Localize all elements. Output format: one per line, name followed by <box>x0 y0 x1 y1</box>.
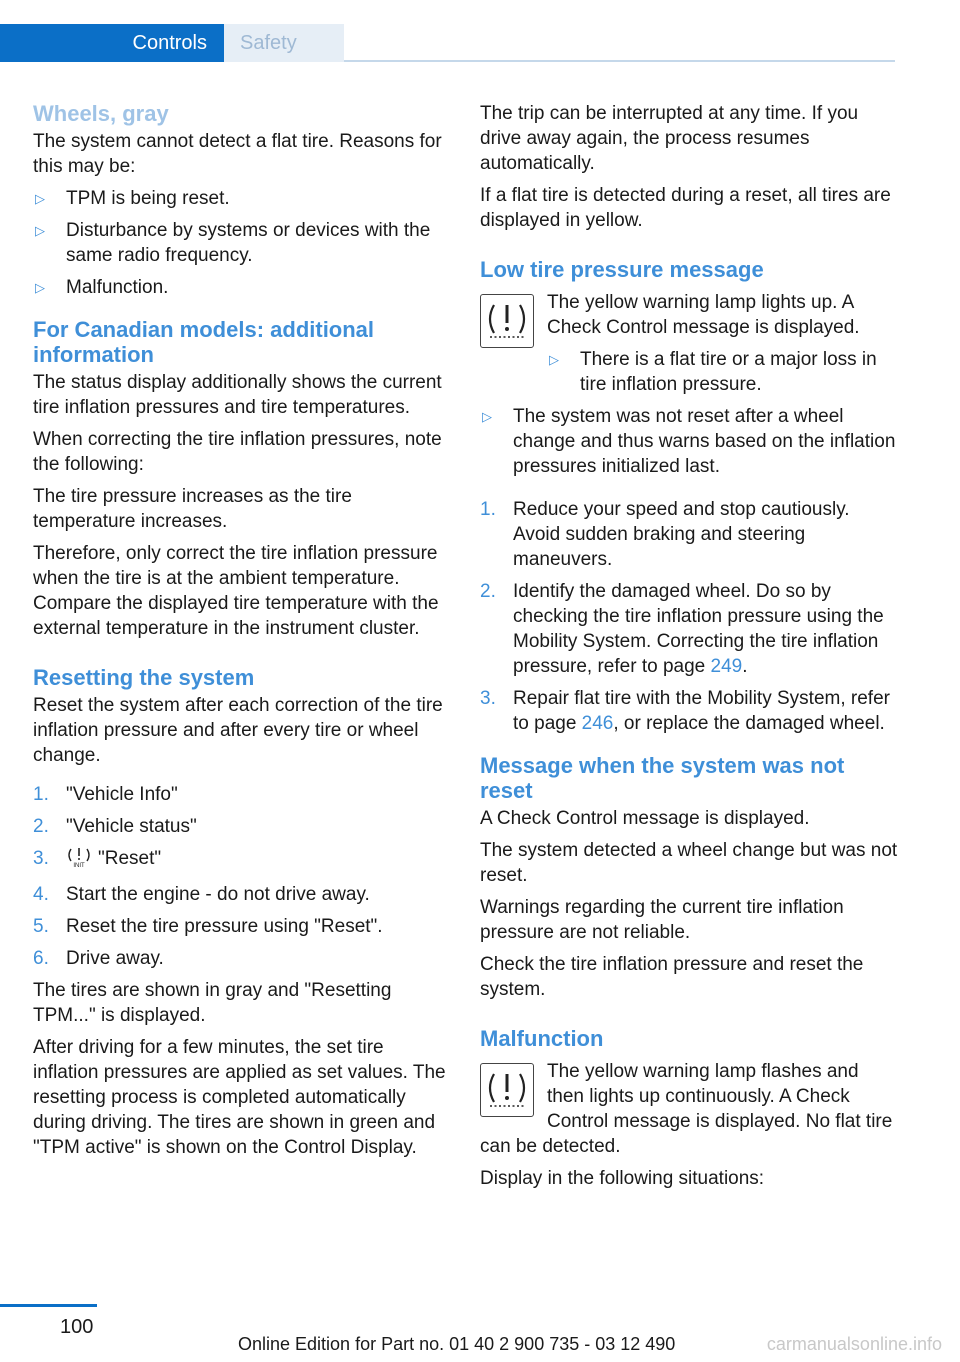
flat-during-reset-text: If a flat tire is detected during a reset, all tires are displayed in yellow. <box>480 185 891 231</box>
tab-controls[interactable]: Controls <box>0 24 224 62</box>
list-item <box>33 275 451 300</box>
page-link-249[interactable]: 249 <box>710 656 743 677</box>
step-text-end: . <box>742 656 748 677</box>
header-bar <box>0 24 895 62</box>
list-item-text: Malfunction. <box>66 277 169 298</box>
step-text: "Vehicle Info" <box>66 784 178 805</box>
step-number: 2. <box>480 581 496 602</box>
triangle-right-icon: ▷ <box>35 191 45 206</box>
list-item-text: Disturbance by systems or devices with the same radio frequency. <box>66 220 431 266</box>
heading-system-not-reset: Message when the system was not reset <box>480 753 845 803</box>
wheels-gray-intro: The system cannot detect a flat tire. Reasons for this may be: <box>33 131 442 177</box>
step-number: 4. <box>33 884 49 905</box>
triangle-right-icon: ▷ <box>35 280 45 295</box>
step-text: Drive away. <box>66 948 164 969</box>
list-item <box>33 846 451 875</box>
page-link-246[interactable]: 246 <box>581 713 614 734</box>
low-pressure-lamp-text: The yellow warning lamp lights up. A Check Control message is displayed. <box>547 292 860 338</box>
heading-low-tire-pressure: Low tire pressure message <box>480 257 764 282</box>
right-column <box>480 101 898 1198</box>
tab-safety[interactable]: Safety <box>224 24 344 62</box>
footer-rule <box>0 1304 97 1307</box>
triangle-right-icon: ▷ <box>482 409 492 424</box>
heading-canadian-models: For Canadian models: additional information <box>33 317 375 367</box>
step-text: Identify the damaged wheel. Do so by checking the tire inflation pressure using the Mobility System. Correcting the tire inflation pressure, refer to page <box>513 581 884 677</box>
step-text: Repair flat tire with the Mobility System, refer to page <box>513 688 890 734</box>
triangle-right-icon: ▷ <box>549 352 559 367</box>
canadian-p1: The status display additionally shows the current tire inflation pressures and tire temperatures. <box>33 372 442 418</box>
low-pressure-sub-bullets <box>547 347 898 397</box>
not-reset-p1: A Check Control message is displayed. <box>480 808 810 829</box>
step-text: Start the engine - do not drive away. <box>66 884 370 905</box>
not-reset-p3: Warnings regarding the current tire inflation pressure are not reliable. <box>480 897 844 943</box>
watermark: carmanualsonline.info <box>766 1334 942 1354</box>
canadian-p2: When correcting the tire inflation pressures, note the following: <box>33 429 442 475</box>
list-item-text: The system was not reset after a wheel change and thus warns based on the inflation pressures initialized last. <box>513 406 896 477</box>
step-number: 3. <box>480 688 496 709</box>
malfunction-lamp-text: The yellow warning lamp flashes and then lights up continuously. A Check Control message is displayed. No flat tire can be detected. <box>480 1061 893 1157</box>
header-rule <box>344 60 895 62</box>
step-number: 5. <box>33 916 49 937</box>
malfunction-p1: Display in the following situations: <box>480 1168 765 1189</box>
low-pressure-steps <box>480 497 898 736</box>
list-item <box>33 782 451 807</box>
list-item <box>33 914 451 939</box>
tire-pressure-warning-icon <box>480 1063 534 1117</box>
triangle-right-icon: ▷ <box>35 223 45 238</box>
resetting-steps <box>33 782 451 971</box>
step-number: 1. <box>33 784 49 805</box>
heading-malfunction: Malfunction <box>480 1026 604 1051</box>
step-number: 3. <box>33 848 49 869</box>
low-pressure-bullets <box>480 404 898 479</box>
resetting-p1: The tires are shown in gray and "Resetting TPM..." is displayed. <box>33 980 392 1026</box>
tire-pressure-warning-icon <box>480 294 534 348</box>
step-number: 6. <box>33 948 49 969</box>
step-text: Reduce your speed and stop cautiously. Avoid sudden braking and steering maneuvers. <box>513 499 850 570</box>
resetting-p2: After driving for a few minutes, the set tire inflation pressures are applied as set values. The resetting process is completed automatically during driving. The tires are shown in green and "TPM active" is shown on the Control Display. <box>33 1037 446 1158</box>
wheels-gray-reasons <box>33 186 451 300</box>
svg-text:INIT: INIT <box>73 863 85 868</box>
step-text: Reset the tire pressure using "Reset". <box>66 916 383 937</box>
list-item <box>33 218 451 268</box>
edition-text: Online Edition for Part no. 01 40 2 900 735 - 03 12 490 <box>238 1334 676 1354</box>
list-item <box>33 946 451 971</box>
list-item-text: TPM is being reset. <box>66 188 230 209</box>
resetting-intro: Reset the system after each correction of the tire inflation pressure and after every tire or wheel change. <box>33 695 443 766</box>
canadian-p4: Therefore, only correct the tire inflation pressure when the tire is at the ambient temperature. Compare the displayed tire temperature with the external temperature in the instrument cluster. <box>33 543 439 639</box>
list-item-text: There is a flat tire or a major loss in tire inflation pressure. <box>580 349 877 395</box>
list-item <box>33 814 451 839</box>
list-item <box>547 347 898 397</box>
not-reset-p2: The system detected a wheel change but was not reset. <box>480 840 898 886</box>
list-item <box>33 186 451 211</box>
step-text: "Vehicle status" <box>66 816 197 837</box>
step-text-end: , or replace the damaged wheel. <box>613 713 885 734</box>
heading-wheels-gray: Wheels, gray <box>33 101 169 126</box>
page-number: 100 <box>60 1316 94 1338</box>
list-item <box>480 686 898 736</box>
trip-interrupt-text: The trip can be interrupted at any time. If you drive away again, the process resumes automatically. <box>480 103 859 174</box>
canadian-p3: The tire pressure increases as the tire temperature increases. <box>33 486 352 532</box>
malfunction-lamp-block <box>480 1059 898 1159</box>
list-item <box>480 579 898 679</box>
list-item <box>33 882 451 907</box>
step-number: 1. <box>480 499 496 520</box>
low-pressure-lamp-block <box>480 290 898 397</box>
step-text: "Reset" <box>98 848 162 869</box>
left-column <box>33 101 451 1167</box>
not-reset-p4: Check the tire inflation pressure and reset the system. <box>480 954 864 1000</box>
step-number: 2. <box>33 816 49 837</box>
list-item <box>480 404 898 479</box>
heading-resetting-system: Resetting the system <box>33 665 255 690</box>
list-item <box>480 497 898 572</box>
tpm-init-icon <box>66 846 92 875</box>
